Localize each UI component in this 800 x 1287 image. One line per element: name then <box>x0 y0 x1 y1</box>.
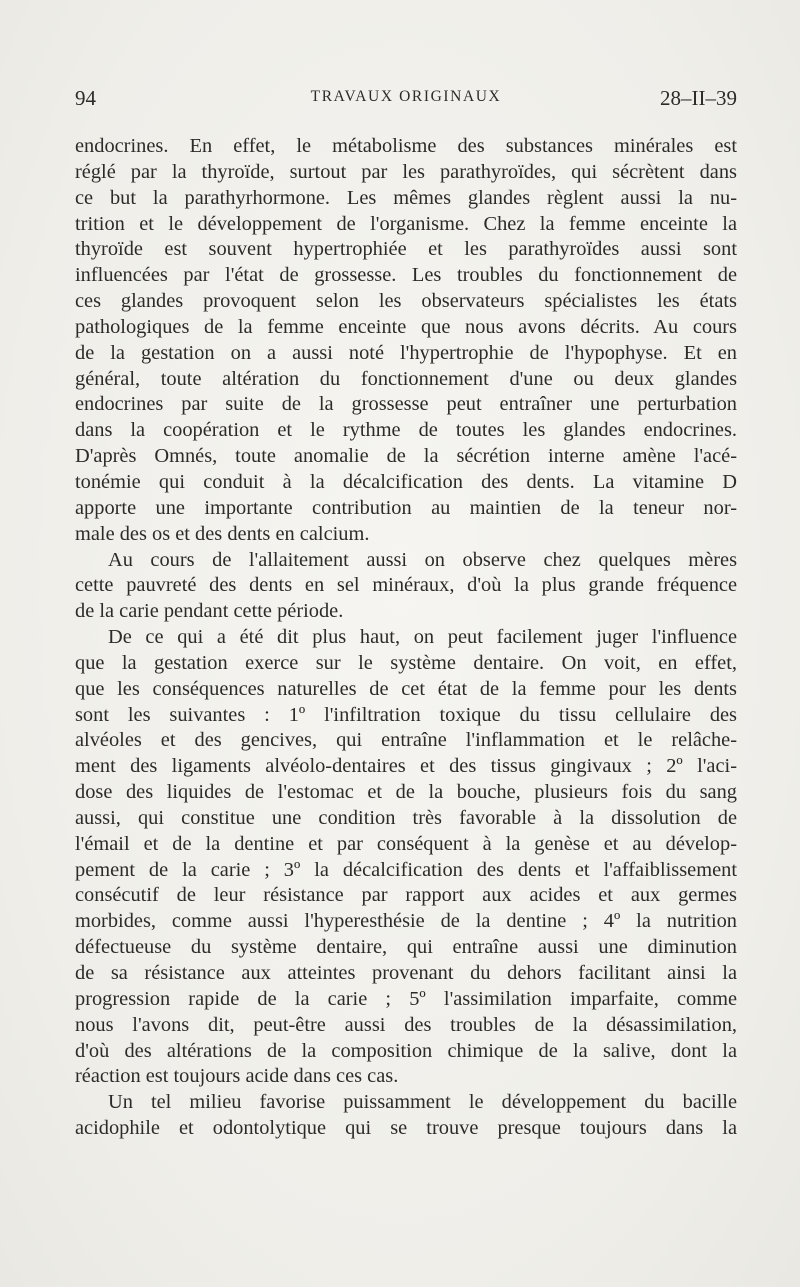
text-line: progression rapide de la carie ; 5º l'assimilation imparfaite, comme <box>75 987 737 1010</box>
text-line: de sa résistance aux atteintes provenant du dehors facilitant ainsi la <box>75 962 737 984</box>
text-line: endocrines. En effet, le métabolisme des substances minérales est <box>75 135 737 157</box>
text-line: réglé par la thyroïde, surtout par les parathyroïdes, qui sécrètent dans <box>75 160 737 183</box>
text-line: pement de la carie ; 3º la décalcification des dents et l'affaiblissement <box>75 858 737 881</box>
text-line: dose des liquides de l'estomac et de la bouche, plusieurs fois du sang <box>75 781 737 804</box>
text-line: thyroïde est souvent hypertrophiée et les parathyroïdes aussi sont <box>75 238 737 261</box>
page-header <box>75 86 737 116</box>
text-line: influencées par l'état de grossesse. Les troubles du fonctionnement de <box>75 264 737 287</box>
text-line: trition et le développement de l'organisme. Chez la femme enceinte la <box>75 212 737 235</box>
text-line: Au cours de l'allaitement aussi on observe chez quelques mères <box>108 548 737 571</box>
running-title: TRAVAUX ORIGINAUX <box>310 88 502 105</box>
text-line: de la gestation on a aussi noté l'hypertrophie de l'hypophyse. Et en <box>75 341 737 364</box>
text-line: Un tel milieu favorise puissamment le développement du bacille <box>108 1091 737 1114</box>
text-line: d'où des altérations de la composition chimique de la salive, dont la <box>75 1039 737 1062</box>
issue-date: 28–II–39 <box>660 86 737 110</box>
text-line: acidophile et odontolytique qui se trouve presque toujours dans la <box>75 1117 737 1140</box>
text-line: aussi, qui constitue une condition très favorable à la dissolution de <box>75 806 737 829</box>
text-line: que la gestation exerce sur le système dentaire. On voit, en effet, <box>75 651 737 674</box>
text-line: alvéoles et des gencives, qui entraîne l'inflammation et le relâche- <box>75 729 737 752</box>
text-line: réaction est toujours acide dans ces cas. <box>75 1065 399 1088</box>
text-line: ment des ligaments alvéolo-dentaires et des tissus gingivaux ; 2º l'aci- <box>75 755 737 778</box>
text-line: pathologiques de la femme enceinte que nous avons décrits. Au cours <box>75 315 737 338</box>
text-line: consécutif de leur résistance par rapport aux acides et aux germes <box>75 884 737 907</box>
text-line: De ce qui a été dit plus haut, on peut facilement juger l'influence <box>108 626 737 649</box>
text-line: nous l'avons dit, peut-être aussi des troubles de la désassimilation, <box>75 1013 737 1036</box>
text-line: l'émail et de la dentine et par conséquent à la genèse et au dévelop- <box>75 832 737 855</box>
text-line: défectueuse du système dentaire, qui entraîne aussi une diminution <box>75 936 737 959</box>
text-line: sont les suivantes : 1º l'infiltration toxique du tissu cellulaire des <box>75 703 737 726</box>
text-line: dans la coopération et le rythme de toutes les glandes endocrines. <box>75 419 737 442</box>
text-line: D'après Omnés, toute anomalie de la sécrétion interne amène l'acé- <box>75 445 737 468</box>
text-line: que les conséquences naturelles de cet état de la femme pour les dents <box>75 677 737 700</box>
text-line: général, toute altération du fonctionnement d'une ou deux glandes <box>75 367 737 390</box>
text-line: endocrines par suite de la grossesse peut entraîner une perturbation <box>75 393 737 416</box>
text-line: male des os et des dents en calcium. <box>75 522 370 545</box>
text-line: apporte une importante contribution au maintien de la teneur nor- <box>75 496 737 519</box>
text-line: ce but la parathyrhormone. Les mêmes glandes règlent aussi la nu- <box>75 186 737 209</box>
text-line: cette pauvreté des dents en sel minéraux, d'où la plus grande fréquence <box>75 574 737 597</box>
body-text <box>75 134 737 1142</box>
text-line: morbides, comme aussi l'hyperesthésie de la dentine ; 4º la nutrition <box>75 910 737 933</box>
page-number: 94 <box>75 86 96 110</box>
text-line: ces glandes provoquent selon les observateurs spécialistes les états <box>75 290 737 313</box>
text-line: de la carie pendant cette période. <box>75 600 344 623</box>
text-line: tonémie qui conduit à la décalcification des dents. La vitamine D <box>75 470 737 493</box>
